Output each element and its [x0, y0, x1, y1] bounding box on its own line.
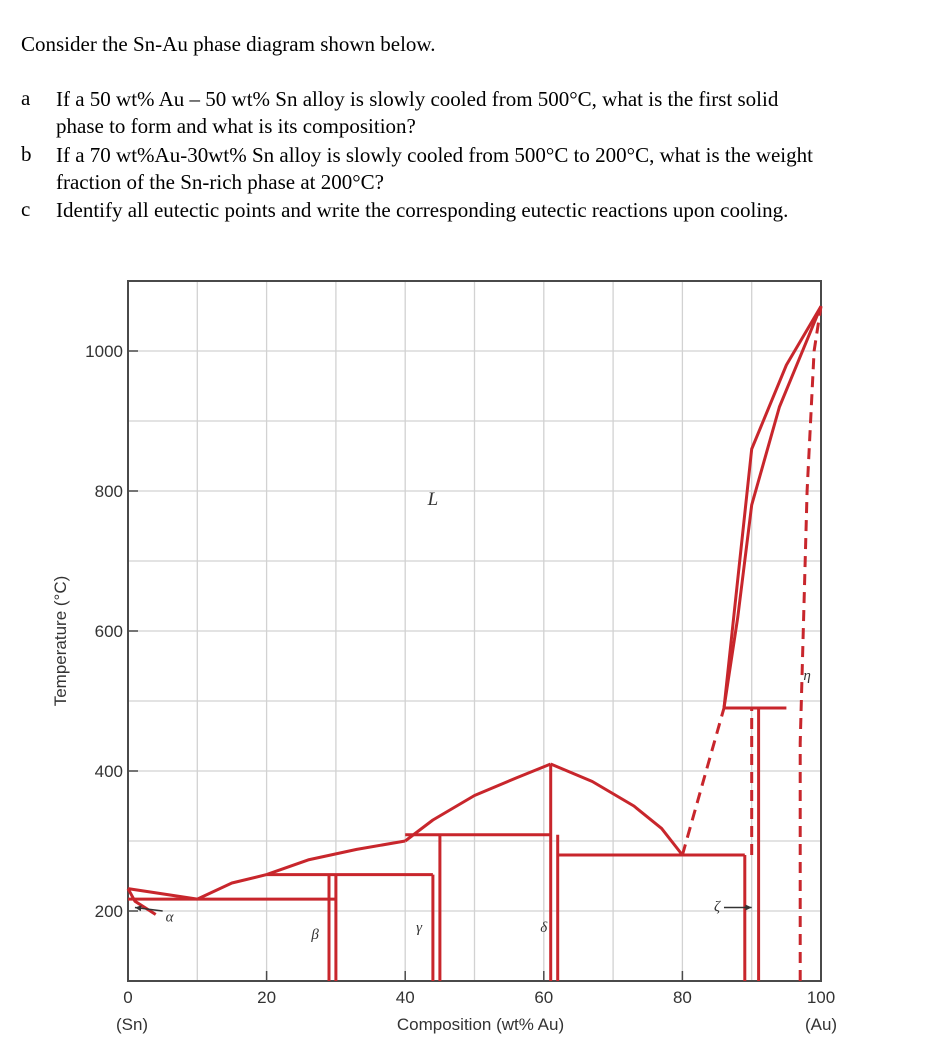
x-end-label-au: (Au): [804, 1015, 838, 1034]
part-letter: b: [21, 142, 32, 166]
x-axis-label: Composition (wt% Au): [396, 1015, 565, 1034]
x-tick-label: 40: [395, 988, 415, 1007]
part-text-line: phase to form and what is its composition?: [56, 114, 416, 138]
label-beta: β: [311, 927, 319, 943]
y-tick-label: 800: [94, 482, 123, 501]
label-gamma: γ: [416, 920, 423, 936]
part-letter: a: [21, 86, 31, 110]
part-text-line: If a 50 wt% Au – 50 wt% Sn alloy is slowly cooled from 500°C, what is the first solid: [56, 87, 779, 111]
y-tick-label: 200: [94, 902, 123, 921]
label-delta: δ: [540, 920, 548, 936]
question-intro: Consider the Sn-Au phase diagram shown below.: [21, 32, 436, 56]
y-tick-label: 1000: [85, 342, 123, 361]
y-axis-label: Temperature (°C): [51, 575, 70, 707]
x-tick-label: 80: [672, 988, 692, 1007]
phase-labels: [135, 489, 811, 943]
label-L: L: [427, 489, 439, 510]
x-end-label-sn: (Sn): [115, 1015, 149, 1034]
label-zeta: ζ: [714, 899, 721, 915]
x-tick-label: 0: [123, 988, 133, 1007]
x-tick-label: 100: [806, 988, 836, 1007]
boundary-liquidus-delta-left: [405, 764, 551, 841]
x-tick-label: 60: [534, 988, 554, 1007]
boundary-liquidus-au-side-dashed: [682, 708, 724, 855]
grid: [128, 281, 821, 981]
y-tick-label: 600: [94, 622, 123, 641]
part-text-line: Identify all eutectic points and write the corresponding eutectic reactions upon cooling.: [56, 198, 789, 222]
boundary-liquidus-sn-side: [128, 889, 197, 900]
part-letter: c: [21, 197, 31, 221]
x-tick-label: 20: [257, 988, 277, 1007]
zeta-arrow: [724, 904, 752, 910]
boundary-eta-solvus-dashed: [800, 306, 821, 981]
part-text-line: If a 70 wt%Au-30wt% Sn alloy is slowly cooled from 500°C to 200°C, what is the weight: [56, 143, 813, 167]
boundary-liquidus-beta: [197, 875, 266, 900]
part-text-line: fraction of the Sn-rich phase at 200°C?: [56, 170, 384, 194]
label-alpha: α: [165, 909, 174, 926]
y-tick-label: 400: [94, 762, 123, 781]
label-eta: η: [803, 668, 811, 684]
